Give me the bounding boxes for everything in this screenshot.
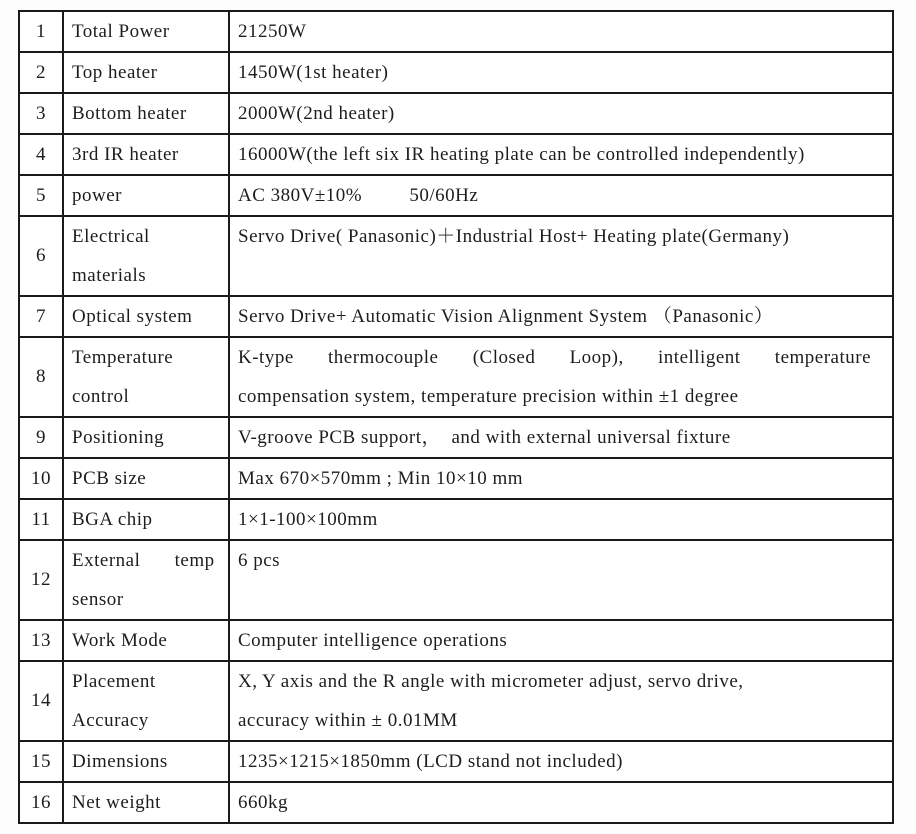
row-number: 9 bbox=[20, 418, 64, 457]
spec-label bbox=[64, 53, 230, 92]
text-line: X, Y axis and the R angle with micrometer adjust, servo drive, bbox=[238, 671, 744, 692]
row-number: 2 bbox=[20, 53, 64, 92]
table-row bbox=[20, 135, 892, 176]
text-line: 6 pcs bbox=[238, 550, 281, 571]
spec-label bbox=[64, 459, 230, 498]
table-row bbox=[20, 621, 892, 662]
row-number: 6 bbox=[20, 217, 64, 295]
text-line: BGA chip bbox=[72, 509, 153, 530]
row-number: 1 bbox=[20, 12, 64, 51]
spec-label bbox=[64, 297, 230, 336]
spec-value bbox=[230, 742, 892, 781]
text-line: 3rd IR heater bbox=[72, 144, 179, 165]
text-line: Optical system bbox=[72, 306, 193, 327]
text-line: PCB size bbox=[72, 468, 147, 489]
spec-label bbox=[64, 662, 230, 740]
text-line: Computer intelligence operations bbox=[238, 630, 508, 651]
table-row bbox=[20, 500, 892, 541]
spec-label bbox=[64, 12, 230, 51]
row-number: 10 bbox=[20, 459, 64, 498]
table-row bbox=[20, 541, 892, 621]
row-number: 3 bbox=[20, 94, 64, 133]
row-number: 5 bbox=[20, 176, 64, 215]
row-number: 8 bbox=[20, 338, 64, 416]
spec-label bbox=[64, 621, 230, 660]
text-line: Temperature bbox=[72, 347, 174, 368]
row-number: 14 bbox=[20, 662, 64, 740]
text-line: Placement bbox=[72, 671, 156, 692]
spec-value bbox=[230, 338, 892, 416]
spec-value bbox=[230, 459, 892, 498]
table-row bbox=[20, 12, 892, 53]
text-line: Bottom heater bbox=[72, 103, 187, 124]
spec-label bbox=[64, 176, 230, 215]
spec-label bbox=[64, 783, 230, 822]
text-line: Top heater bbox=[72, 62, 158, 83]
spec-value bbox=[230, 541, 892, 619]
table-row bbox=[20, 459, 892, 500]
text-line: AC 380V±10% 50/60Hz bbox=[238, 185, 479, 206]
spec-table bbox=[18, 10, 894, 824]
spec-value bbox=[230, 217, 892, 295]
text-line: 1×1-100×100mm bbox=[238, 509, 378, 530]
text-line: compensation system, temperature precision within ±1 degree bbox=[238, 386, 739, 407]
table-row bbox=[20, 53, 892, 94]
text-line: Accuracy bbox=[72, 710, 149, 731]
spec-label bbox=[64, 541, 230, 619]
spec-label bbox=[64, 500, 230, 539]
spec-label bbox=[64, 217, 230, 295]
table-row bbox=[20, 176, 892, 217]
row-number: 13 bbox=[20, 621, 64, 660]
row-number: 15 bbox=[20, 742, 64, 781]
spec-label bbox=[64, 418, 230, 457]
text-line: 1235×1215×1850mm (LCD stand not included) bbox=[238, 751, 623, 772]
table-row bbox=[20, 418, 892, 459]
table-row bbox=[20, 94, 892, 135]
spec-value bbox=[230, 621, 892, 660]
text-line: Dimensions bbox=[72, 751, 168, 772]
spec-label bbox=[64, 742, 230, 781]
spec-value bbox=[230, 12, 892, 51]
spec-label bbox=[64, 94, 230, 133]
spec-value bbox=[230, 297, 892, 336]
text-line: Servo Drive( Panasonic)＋Industrial Host+ Heating plate(Germany) bbox=[238, 226, 790, 247]
text-line: accuracy within ± 0.01MM bbox=[238, 710, 458, 731]
text-line: Servo Drive+ Automatic Vision Alignment System （Panasonic） bbox=[238, 306, 774, 327]
spec-value bbox=[230, 94, 892, 133]
table-row bbox=[20, 338, 892, 418]
table-row bbox=[20, 217, 892, 297]
table-row bbox=[20, 662, 892, 742]
text-line: sensor bbox=[72, 589, 124, 610]
text-line: materials bbox=[72, 265, 147, 286]
text-line: K-type thermocouple (Closed Loop), intelligent temperature bbox=[238, 347, 872, 368]
spec-value bbox=[230, 135, 892, 174]
text-line: 1450W(1st heater) bbox=[238, 62, 389, 83]
spec-value bbox=[230, 500, 892, 539]
text-line: Net weight bbox=[72, 792, 161, 813]
table-row bbox=[20, 742, 892, 783]
spec-value bbox=[230, 783, 892, 822]
text-line: Total Power bbox=[72, 21, 170, 42]
text-line: Positioning bbox=[72, 427, 165, 448]
table-row bbox=[20, 297, 892, 338]
spec-value bbox=[230, 176, 892, 215]
text-line: control bbox=[72, 386, 130, 407]
row-number: 12 bbox=[20, 541, 64, 619]
spec-value bbox=[230, 662, 892, 740]
spec-value bbox=[230, 418, 892, 457]
row-number: 16 bbox=[20, 783, 64, 822]
text-line: Work Mode bbox=[72, 630, 168, 651]
text-line: Max 670×570mm ; Min 10×10 mm bbox=[238, 468, 524, 489]
text-line: 21250W bbox=[238, 21, 307, 42]
table-row bbox=[20, 783, 892, 822]
text-line: External temp bbox=[72, 550, 215, 571]
text-line: V-groove PCB support， and with external universal fixture bbox=[238, 427, 731, 448]
spec-label bbox=[64, 338, 230, 416]
spec-value bbox=[230, 53, 892, 92]
text-line: 660kg bbox=[238, 792, 288, 813]
text-line: power bbox=[72, 185, 122, 206]
text-line: Electrical bbox=[72, 226, 150, 247]
text-line: 16000W(the left six IR heating plate can be controlled independently) bbox=[238, 144, 805, 165]
spec-label bbox=[64, 135, 230, 174]
row-number: 11 bbox=[20, 500, 64, 539]
row-number: 4 bbox=[20, 135, 64, 174]
row-number: 7 bbox=[20, 297, 64, 336]
text-line: 2000W(2nd heater) bbox=[238, 103, 395, 124]
